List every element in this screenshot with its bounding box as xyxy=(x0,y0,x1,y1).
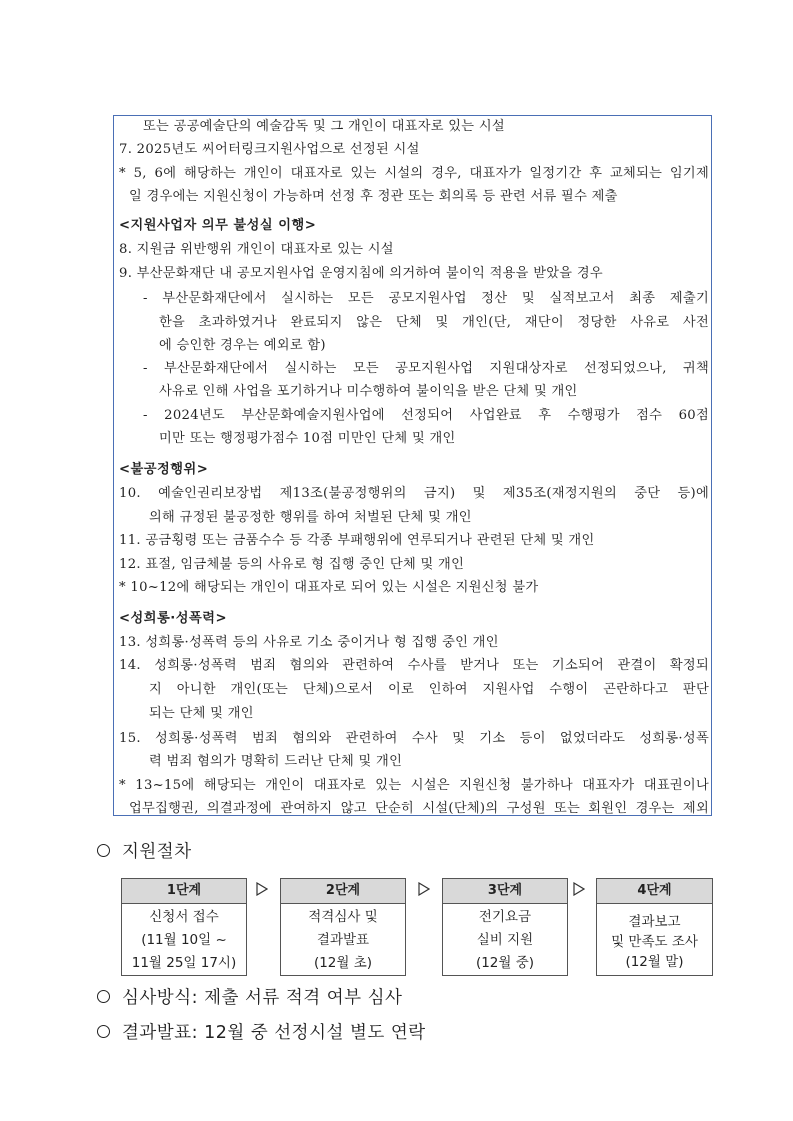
section-heading: <성희롱·성폭력> xyxy=(119,611,228,626)
criteria-line: - 부산문화재단에서 실시하는 모든 공모지원사업 지원대상자로 선정되었으나, 귀책 xyxy=(143,361,709,376)
procedure-heading: 지원절차 xyxy=(97,840,192,864)
section-heading: <지원사업자 의무 불성실 이행> xyxy=(119,218,317,233)
step-description: 결과보고 및 만족도 조사 (12월 말) xyxy=(611,914,698,970)
step-title: 3단계 xyxy=(443,879,567,904)
step-4-box xyxy=(596,878,713,976)
bullet-circle-icon xyxy=(97,1025,110,1038)
criteria-line: 12. 표절, 임금체불 등의 사유로 형 집행 중인 단체 및 개인 xyxy=(119,557,465,572)
criteria-line: 일 경우에는 지원신청이 가능하며 선정 후 정관 또는 회의록 등 관련 서류 필수 제출 xyxy=(129,189,618,204)
criteria-line: 14. 성희롱·성폭력 범죄 혐의와 관련하여 수사를 받거나 또는 기소되어 관결이 확정되 xyxy=(119,658,709,673)
criteria-line: 의해 규정된 불공정한 행위를 하여 처벌된 단체 및 개인 xyxy=(149,510,472,525)
criteria-line: 13. 성희롱·성폭력 등의 사유로 기소 중이거나 형 집행 중인 개인 xyxy=(119,635,499,650)
criteria-line: 7. 2025년도 씨어터링크지원사업으로 선정된 시설 xyxy=(119,142,420,157)
step-title: 1단계 xyxy=(122,879,246,904)
step-description: 전기요금 실비 지원 (12월 중) xyxy=(475,909,535,971)
criteria-line: * 10~12에 해당되는 개인이 대표자로 되어 있는 시설은 지원신청 불가 xyxy=(119,580,539,595)
step-description: 신청서 접수 (11월 10일 ~ 11월 25일 17시) xyxy=(131,909,237,971)
criteria-line: - 부산문화재단에서 실시하는 모든 공모지원사업 정산 및 실적보고서 최종 제출기 xyxy=(143,291,709,306)
section-heading: <불공정행위> xyxy=(119,462,209,477)
criteria-line: 지 아니한 개인(또는 단체)으로서 이로 인하여 지원사업 수행이 곤란하다고 판단 xyxy=(149,682,709,697)
step-1-box xyxy=(121,878,247,976)
arrow-right-icon xyxy=(418,882,430,896)
criteria-line: * 5, 6에 해당하는 개인이 대표자로 있는 시설의 경우, 대표자가 일정기간 후 교체되는 임기제 xyxy=(119,166,709,181)
criteria-line: - 2024년도 부산문화예술지원사업에 선정되어 사업완료 후 수행평가 점수 60점 xyxy=(143,408,709,423)
criteria-line: 되는 단체 및 개인 xyxy=(149,706,254,721)
criteria-line: 에 승인한 경우는 예외로 함) xyxy=(159,338,326,353)
bullet-circle-icon xyxy=(97,844,110,857)
criteria-line: * 13~15에 해당되는 개인이 대표자로 있는 시설은 지원신청 불가하나 대표자가 대표권이나 xyxy=(119,778,709,793)
criteria-line: 15. 성희롱·성폭력 범죄 혐의와 관련하여 수사 및 기소 등이 없었더라도 성희롱·성폭 xyxy=(119,731,709,746)
step-title: 2단계 xyxy=(281,879,405,904)
criteria-line: 사유로 인해 사업을 포기하거나 미수행하여 불이익을 받은 단체 및 개인 xyxy=(159,384,578,399)
criteria-line: 10. 예술인권리보장법 제13조(불공정행위의 금지) 및 제35조(재정지원의 중단 등)에 xyxy=(119,486,709,501)
criteria-line: 8. 지원금 위반행위 개인이 대표자로 있는 시설 xyxy=(119,242,394,257)
step-3-box xyxy=(442,878,568,976)
result-announcement: 결과발표: 12월 중 선정시설 별도 연락 xyxy=(97,1021,426,1045)
criteria-line: 11. 공금횡령 또는 금품수수 등 각종 부패행위에 연루되거나 관련된 단체 및 개인 xyxy=(119,533,595,548)
review-method: 심사방식: 제출 서류 적격 여부 심사 xyxy=(97,986,402,1010)
step-description: 적격심사 및 결과발표 (12월 초) xyxy=(308,909,378,971)
criteria-line: 업무집행권, 의결과정에 관여하지 않고 단순히 시설(단체)의 구성원 또는 회원인 경우는 제외 xyxy=(129,801,709,816)
step-2-box xyxy=(280,878,406,976)
arrow-right-icon xyxy=(256,882,268,896)
step-title: 4단계 xyxy=(597,879,712,904)
criteria-line: 또는 공공예술단의 예술감독 및 그 개인이 대표자로 있는 시설 xyxy=(143,119,505,134)
criteria-line: 미만 또는 행정평가점수 10점 미만인 단체 및 개인 xyxy=(159,431,456,446)
arrow-right-icon xyxy=(573,882,585,896)
bullet-circle-icon xyxy=(97,990,110,1003)
criteria-line: 한을 초과하였거나 완료되지 않은 단체 및 개인(단, 재단이 정당한 사유로 사전 xyxy=(159,315,709,330)
criteria-line: 력 범죄 혐의가 명확히 드러난 단체 및 개인 xyxy=(149,754,403,769)
criteria-line: 9. 부산문화재단 내 공모지원사업 운영지침에 의거하여 불이익 적용을 받았을 경우 xyxy=(119,266,603,281)
